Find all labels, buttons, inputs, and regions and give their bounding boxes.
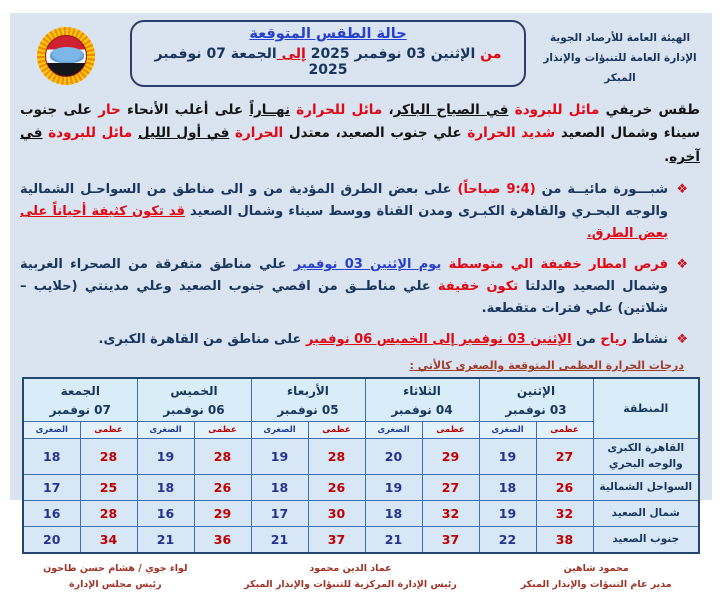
max-temp-cell: 34 xyxy=(80,526,137,553)
diamond-bullet-icon: ❖ xyxy=(676,256,688,272)
max-label-cell: عظمى xyxy=(80,422,137,439)
text-segment: طقس خريفي xyxy=(599,101,700,118)
max-temp-cell: 26 xyxy=(536,474,593,500)
day-name: الخميس xyxy=(170,384,218,399)
bullet-fog xyxy=(20,179,688,246)
max-temp-cell: 37 xyxy=(308,526,365,553)
temperature-table-caption xyxy=(10,359,684,372)
text-segment: قد تكون كثيفة أحياناً على بعض الطرق. xyxy=(20,204,668,242)
max-temp-cell: 28 xyxy=(194,439,251,474)
max-temp-cell: 37 xyxy=(422,526,479,553)
region-cell: السواحل الشمالية xyxy=(593,474,699,500)
text-segment: حار xyxy=(91,101,121,118)
day-header-cell xyxy=(365,378,479,422)
text-segment: ، xyxy=(382,101,394,118)
min-temp-cell: 19 xyxy=(479,500,536,526)
max-temp-cell: 27 xyxy=(422,474,479,500)
text-segment: من xyxy=(571,331,596,347)
text-segment: رياح xyxy=(595,331,627,347)
region-header-cell: المنطقة xyxy=(593,378,699,439)
signer-title: رئيس الإدارة المركزية للتنبؤات والإنذار المبكر xyxy=(244,578,457,590)
cloud-icon xyxy=(50,47,84,63)
text-segment: نهــاراً xyxy=(249,101,291,118)
min-temp-cell: 18 xyxy=(251,474,308,500)
max-temp-cell: 29 xyxy=(194,500,251,526)
general-forecast-paragraph xyxy=(20,99,700,170)
min-temp-cell: 17 xyxy=(251,500,308,526)
region-cell: شمال الصعيد xyxy=(593,500,699,526)
bullet-rain xyxy=(20,254,688,321)
day-name: الجمعة xyxy=(60,384,100,399)
day-header-cell xyxy=(251,378,365,422)
forecast-bullets xyxy=(20,179,688,352)
text-segment: شبـــورة مائيــة من xyxy=(535,181,668,197)
min-temp-cell: 19 xyxy=(137,439,194,474)
min-temp-cell: 18 xyxy=(23,439,80,474)
bullet-text xyxy=(20,254,668,321)
date-range xyxy=(142,46,514,78)
signer-name: محمود شاهين xyxy=(563,562,629,574)
day-name: الأربعاء xyxy=(287,384,329,399)
header xyxy=(10,13,712,89)
signer-name: لواء جوي / هشام حسن طاحون xyxy=(43,562,188,574)
min-label-cell: الصغرى xyxy=(23,422,80,439)
max-temp-cell: 28 xyxy=(308,439,365,474)
min-temp-cell: 19 xyxy=(365,474,422,500)
temperature-table xyxy=(22,377,700,554)
text-segment: في أول الليل xyxy=(137,125,230,142)
table-row xyxy=(23,500,699,526)
text-segment: فرص امطار خفيفة الي متوسطة xyxy=(441,256,668,272)
text-segment: مائل للبرودة xyxy=(508,101,600,118)
day-header-cell xyxy=(137,378,251,422)
bullet-text xyxy=(20,179,668,246)
text-segment: تكون خفيفة xyxy=(430,279,519,295)
min-temp-cell: 16 xyxy=(137,500,194,526)
table-header-row xyxy=(23,378,699,422)
min-temp-cell: 19 xyxy=(251,439,308,474)
logo-container xyxy=(20,20,112,85)
text-segment: علي مناطق متفرقة من الصحراء الغربية وشمال الصعيد والدلتا xyxy=(20,256,668,295)
org-line1: الهيئة العامة للأرصاد الجوية xyxy=(549,32,691,44)
max-label-cell: عظمى xyxy=(194,422,251,439)
day-date: 04 نوفمبر xyxy=(391,402,453,417)
day-date: 05 نوفمبر xyxy=(277,402,339,417)
page-title: حالة الطقس المتوقعة xyxy=(249,26,407,42)
bullet-text xyxy=(20,329,668,351)
min-temp-cell: 18 xyxy=(365,500,422,526)
met-authority-sun-logo-icon xyxy=(37,27,95,85)
text-segment: علي مناطــق من اقصي جنوب الصعيد وعلي مدينتي (حلايب – شلاتين) علي فترات متقطعة. xyxy=(20,279,668,317)
max-temp-cell: 25 xyxy=(80,474,137,500)
temperature-table-body xyxy=(23,439,699,553)
max-label-cell: عظمى xyxy=(308,422,365,439)
text-segment: درجات الحرارة العظمى المتوقعة والصغرى كالأتي : xyxy=(409,359,684,373)
min-temp-cell: 17 xyxy=(23,474,80,500)
text-segment: معتدل xyxy=(283,125,330,142)
text-segment: على أغلب الأنحاء xyxy=(120,101,250,118)
min-temp-cell: 18 xyxy=(479,474,536,500)
text-segment: نشاط xyxy=(626,331,668,347)
max-temp-cell: 27 xyxy=(536,439,593,474)
day-date: 03 نوفمبر xyxy=(505,402,567,417)
title-box xyxy=(130,20,526,87)
day-date: 06 نوفمبر xyxy=(163,402,225,417)
min-label-cell: الصغرى xyxy=(365,422,422,439)
signature-center xyxy=(221,561,481,593)
text-segment: على بعض الطرق المؤدية من و الى مناطق من السواحـل الشمالية والوجه البحـري والقاهرة الكبـرى ومدن القناة ووسط سيناء وشمال الصعيد xyxy=(20,181,668,220)
signer-title: مدير عام التنبؤات والإنذار المبكر xyxy=(520,578,672,590)
signature-right xyxy=(480,561,712,593)
max-temp-cell: 32 xyxy=(536,500,593,526)
diamond-bullet-icon: ❖ xyxy=(676,181,688,197)
text-segment: في الصباح الباكر xyxy=(393,101,509,118)
text-segment: الحرارة xyxy=(229,125,284,142)
min-temp-cell: 18 xyxy=(137,474,194,500)
max-temp-cell: 28 xyxy=(80,439,137,474)
text-segment: . xyxy=(664,149,670,166)
max-temp-cell: 26 xyxy=(308,474,365,500)
weather-bulletin-document xyxy=(10,13,712,590)
day-name: الثلاثاء xyxy=(403,384,441,399)
min-label-cell: الصغرى xyxy=(137,422,194,439)
bullet-wind xyxy=(20,329,688,351)
organization-name xyxy=(536,29,704,89)
text-segment: على مناطق من القاهرة الكبرى. xyxy=(98,331,306,347)
min-temp-cell: 16 xyxy=(23,500,80,526)
text-segment: الإثنين 03 نوفمبر إلى الخميس 06 نوفمبر xyxy=(305,331,572,347)
table-row xyxy=(23,474,699,500)
max-temp-cell: 29 xyxy=(422,439,479,474)
day-header-cell xyxy=(479,378,593,422)
day-header-cell xyxy=(23,378,137,422)
min-temp-cell: 20 xyxy=(23,526,80,553)
min-label-cell: الصغرى xyxy=(479,422,536,439)
max-label-cell: عظمى xyxy=(536,422,593,439)
max-temp-cell: 26 xyxy=(194,474,251,500)
min-temp-cell: 20 xyxy=(365,439,422,474)
min-temp-cell: 22 xyxy=(479,526,536,553)
temperature-table-head xyxy=(23,378,699,439)
text-segment: على جنوب سيناء وشمال الصعيد xyxy=(20,101,700,142)
max-label-cell: عظمى xyxy=(422,422,479,439)
min-temp-cell: 21 xyxy=(365,526,422,553)
signer-title: رئيس مجلس الإدارة xyxy=(69,578,162,590)
signatures-footer xyxy=(10,561,712,593)
day-date: 07 نوفمبر xyxy=(49,402,111,417)
min-label-cell: الصغرى xyxy=(251,422,308,439)
diamond-bullet-icon: ❖ xyxy=(676,331,688,347)
text-segment: مائل للبرودة xyxy=(42,125,138,142)
max-temp-cell: 36 xyxy=(194,526,251,553)
text-segment: (9:4 صباحاً) xyxy=(457,181,536,197)
max-temp-cell: 28 xyxy=(80,500,137,526)
text-segment: علي جنوب الصعيد، xyxy=(329,125,462,142)
table-row xyxy=(23,439,699,474)
text-segment: الإثنين 03 نوفمبر 2025 xyxy=(305,46,476,62)
day-name: الإثنين xyxy=(516,384,556,399)
table-row xyxy=(23,526,699,553)
region-cell: جنوب الصعيد xyxy=(593,526,699,553)
text-segment: من xyxy=(475,46,502,62)
signer-name: عماد الدين محمود xyxy=(309,562,392,574)
text-segment: شديد الحرارة xyxy=(461,125,556,142)
text-segment: مائل للحرارة xyxy=(290,101,383,118)
text-segment: يوم الإثنين 03 نوفمبر xyxy=(293,256,442,272)
text-segment: في آخره xyxy=(20,125,700,166)
egypt-flag-disc-icon xyxy=(45,35,87,77)
org-line2: الإدارة العامة للتنبؤات والإنذار المبكر xyxy=(543,51,697,84)
region-cell: القاهرة الكبرى والوجه البحري xyxy=(593,439,699,474)
min-temp-cell: 19 xyxy=(479,439,536,474)
signature-left xyxy=(10,561,221,593)
max-temp-cell: 38 xyxy=(536,526,593,553)
text-segment: الجمعة 07 نوفمبر 2025 xyxy=(154,46,348,78)
min-temp-cell: 21 xyxy=(137,526,194,553)
max-temp-cell: 32 xyxy=(422,500,479,526)
min-temp-cell: 21 xyxy=(251,526,308,553)
text-segment: إلى xyxy=(276,46,306,62)
max-temp-cell: 30 xyxy=(308,500,365,526)
